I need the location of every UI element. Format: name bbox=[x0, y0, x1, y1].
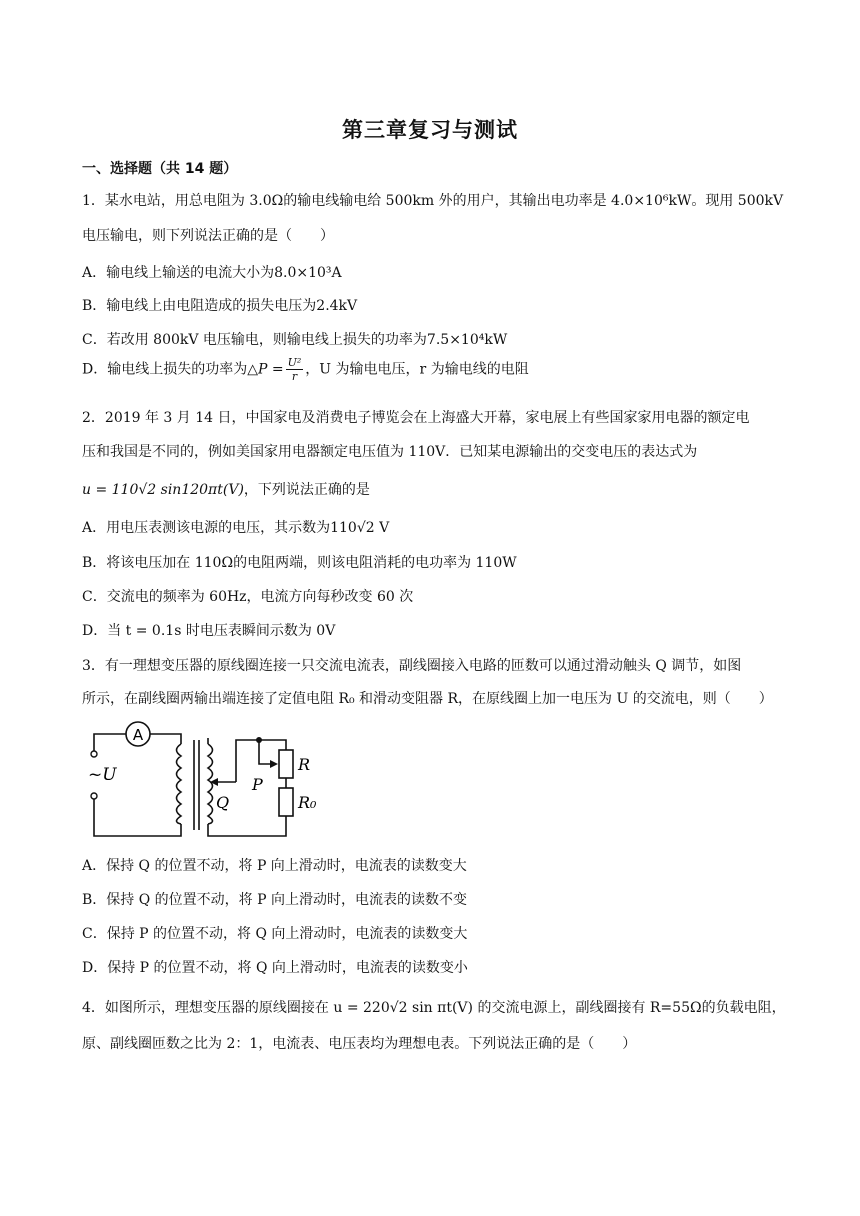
section-heading: 一、选择题（共 14 题） bbox=[82, 161, 238, 177]
q3-option-b: B．保持 Q 的位置不动，将 P 向上滑动时，电流表的读数不变 bbox=[82, 892, 467, 908]
q1-option-d-fraction bbox=[286, 356, 304, 383]
resistor-r-label: R bbox=[298, 755, 311, 774]
q2-stem-line3 bbox=[82, 479, 370, 499]
fraction-denominator: r bbox=[291, 370, 298, 383]
q1-option-b: B．输电线上由电阻造成的损失电压为2.4kV bbox=[82, 298, 358, 314]
source-label: ~U bbox=[88, 765, 117, 785]
slider-p-label: P bbox=[252, 775, 263, 794]
q1-option-d bbox=[82, 356, 529, 383]
q2-option-b: B．将该电压加在 110Ω的电阻两端，则该电阻消耗的电功率为 110W bbox=[82, 555, 517, 571]
q2-stem-line2: 压和我国是不同的，例如美国家用电器额定电压值为 110V．已知某电源输出的交变电压的表达式为 bbox=[82, 444, 698, 460]
q3-option-a: A．保持 Q 的位置不动，将 P 向上滑动时，电流表的读数变大 bbox=[82, 858, 467, 874]
resistor-r0-label: R₀ bbox=[298, 793, 317, 812]
q1-option-d-math: △P = bbox=[247, 361, 284, 378]
page-title: 第三章复习与测试 bbox=[342, 118, 518, 142]
q2-option-d: D．当 t = 0.1s 时电压表瞬间示数为 0V bbox=[82, 623, 336, 639]
q2-formula: u = 110√2 sin120πt(V) bbox=[82, 482, 244, 498]
q1-option-d-prefix: D．输电线上损失的功率为 bbox=[82, 361, 248, 378]
q2-option-a: A．用电压表测该电源的电压，其示数为110√2 V bbox=[82, 520, 390, 536]
q1-stem-line1: 1．某水电站，用总电阻为 3.0Ω的输电线输电给 500km 外的用户，其输出电功率是 4.0×10⁶kW。现用 500kV bbox=[82, 193, 784, 209]
q3-option-d: D．保持 P 的位置不动，将 Q 向上滑动时，电流表的读数变小 bbox=[82, 960, 468, 976]
q1-option-a: A．输电线上输送的电流大小为8.0×10³A bbox=[82, 265, 342, 281]
q4-stem-line1: 4．如图所示，理想变压器的原线圈接在 u = 220√2 sin πt(V) 的交流电源上，副线圈接有 R=55Ω的负载电阻， bbox=[82, 1000, 786, 1016]
q2-stem-suffix: ，下列说法正确的是 bbox=[243, 482, 370, 498]
q3-stem-line2: 所示，在副线圈两输出端连接了定值电阻 R₀ 和滑动变阻器 R，在原线圈上加一电压为 U 的交流电，则（ ） bbox=[82, 691, 773, 707]
slider-q-label: Q bbox=[216, 793, 230, 812]
q1-stem-line2: 电压输电，则下列说法正确的是（ ） bbox=[82, 228, 334, 244]
q1-option-c: C．若改用 800kV 电压输电，则输电线上损失的功率为7.5×10⁴kW bbox=[82, 332, 508, 348]
q2-option-c: C．交流电的频率为 60Hz，电流方向每秒改变 60 次 bbox=[82, 589, 414, 605]
ammeter-label: A bbox=[132, 726, 144, 744]
q3-option-c: C．保持 P 的位置不动，将 Q 向上滑动时，电流表的读数变大 bbox=[82, 926, 468, 942]
fraction-numerator: U² bbox=[287, 356, 302, 369]
q3-stem-line1: 3．有一理想变压器的原线圈连接一只交流电流表，副线圈接入电路的匝数可以通过滑动触头 Q 调节，如图 bbox=[82, 658, 742, 674]
q4-stem-line2: 原、副线圈匝数之比为 2：1，电流表、电压表均为理想电表。下列说法正确的是（ ） bbox=[82, 1036, 637, 1052]
q1-option-d-suffix: ，U 为输电电压，r 为输电线的电阻 bbox=[305, 361, 529, 378]
transformer-circuit-diagram bbox=[86, 720, 326, 845]
q2-stem-line1: 2．2019 年 3 月 14 日，中国家电及消费电子博览会在上海盛大开幕，家电展上有些国家家用电器的额定电 bbox=[82, 410, 750, 426]
